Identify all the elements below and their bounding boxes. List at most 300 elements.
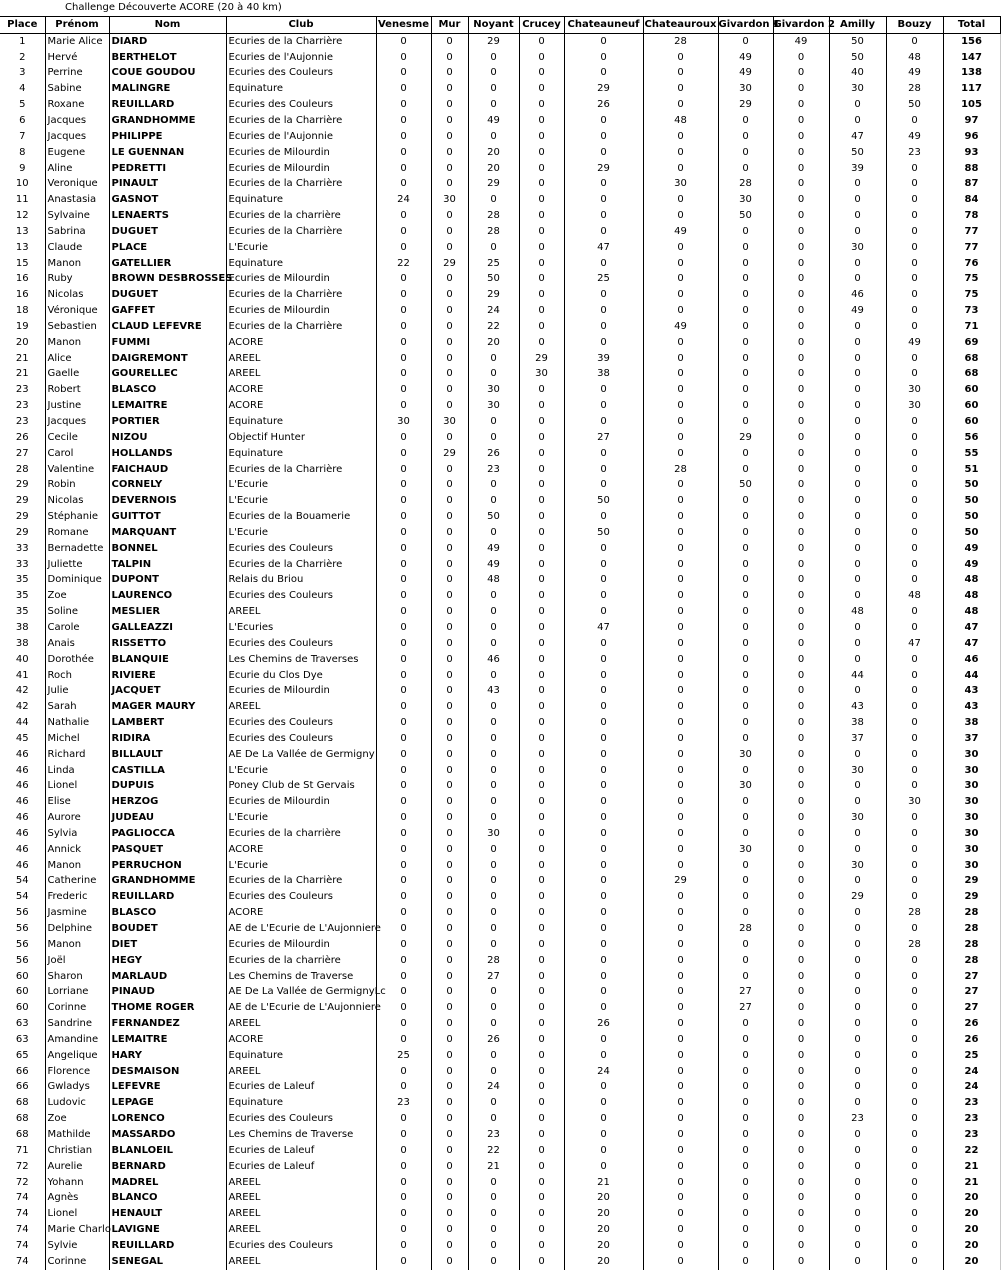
- cell-givardon-2: 0: [773, 731, 829, 747]
- cell-prenom: Robin: [45, 477, 109, 493]
- cell-noyant: 0: [468, 1175, 519, 1191]
- cell-prenom: Robert: [45, 382, 109, 398]
- cell-chateauneuf: 0: [564, 1000, 643, 1016]
- cell-bouzy: 0: [886, 620, 943, 636]
- cell-nom: LEFEVRE: [109, 1080, 226, 1096]
- cell-club: L'Ecurie: [226, 493, 376, 509]
- cell-venesme: 0: [376, 683, 431, 699]
- cell-total: 44: [943, 668, 1000, 684]
- cell-amilly: 0: [829, 1222, 886, 1238]
- table-row: [0, 1111, 1000, 1127]
- cell-bouzy: 49: [886, 66, 943, 82]
- cell-mur: 0: [431, 493, 468, 509]
- cell-givardon-1: 0: [718, 668, 773, 684]
- cell-givardon-2: 0: [773, 747, 829, 763]
- cell-total: 88: [943, 161, 1000, 177]
- cell-amilly: 0: [829, 588, 886, 604]
- cell-chateauroux: 0: [643, 826, 718, 842]
- cell-bouzy: 0: [886, 192, 943, 208]
- cell-prenom: Catherine: [45, 874, 109, 890]
- table-row: [0, 1127, 1000, 1143]
- cell-chateauneuf: 0: [564, 636, 643, 652]
- cell-total: 68: [943, 367, 1000, 383]
- cell-givardon-1: 0: [718, 446, 773, 462]
- cell-chateauroux: 0: [643, 1190, 718, 1206]
- cell-chateauroux: 0: [643, 921, 718, 937]
- cell-givardon-1: 29: [718, 430, 773, 446]
- cell-mur: 0: [431, 747, 468, 763]
- cell-givardon-1: 0: [718, 620, 773, 636]
- cell-chateauneuf: 0: [564, 145, 643, 161]
- cell-crucey: 0: [519, 953, 564, 969]
- cell-prenom: Cecile: [45, 430, 109, 446]
- cell-club: Ecuries de la Charrière: [226, 33, 376, 49]
- cell-prenom: Sandrine: [45, 1016, 109, 1032]
- cell-club: L'Ecuries: [226, 620, 376, 636]
- cell-place: 20: [0, 335, 45, 351]
- cell-place: 12: [0, 208, 45, 224]
- cell-chateauroux: 0: [643, 1175, 718, 1191]
- cell-prenom: Michel: [45, 731, 109, 747]
- cell-mur: 0: [431, 382, 468, 398]
- cell-givardon-1: 0: [718, 889, 773, 905]
- cell-bouzy: 0: [886, 1190, 943, 1206]
- cell-total: 56: [943, 430, 1000, 446]
- cell-venesme: 0: [376, 1190, 431, 1206]
- cell-club: AE De La Vallée de GermignyLc: [226, 984, 376, 1000]
- cell-venesme: 22: [376, 256, 431, 272]
- cell-total: 27: [943, 969, 1000, 985]
- cell-crucey: 0: [519, 319, 564, 335]
- cell-noyant: 26: [468, 1032, 519, 1048]
- cell-chateauroux: 0: [643, 668, 718, 684]
- cell-club: Ecuries de la Charrière: [226, 557, 376, 573]
- cell-nom: DIET: [109, 937, 226, 953]
- cell-noyant: 30: [468, 826, 519, 842]
- cell-venesme: 0: [376, 731, 431, 747]
- cell-givardon-2: 0: [773, 382, 829, 398]
- cell-prenom: Veronique: [45, 176, 109, 192]
- cell-venesme: 0: [376, 224, 431, 240]
- cell-mur: 0: [431, 398, 468, 414]
- cell-prenom: Julie: [45, 683, 109, 699]
- cell-noyant: 26: [468, 446, 519, 462]
- cell-crucey: 0: [519, 699, 564, 715]
- cell-givardon-1: 0: [718, 287, 773, 303]
- cell-prenom: Sabrina: [45, 224, 109, 240]
- table-row: [0, 541, 1000, 557]
- cell-bouzy: 49: [886, 335, 943, 351]
- cell-prenom: Delphine: [45, 921, 109, 937]
- cell-mur: 0: [431, 208, 468, 224]
- cell-mur: 0: [431, 541, 468, 557]
- cell-amilly: 0: [829, 1175, 886, 1191]
- cell-nom: SENEGAL: [109, 1254, 226, 1270]
- cell-chateauneuf: 0: [564, 715, 643, 731]
- cell-givardon-2: 0: [773, 176, 829, 192]
- cell-mur: 0: [431, 1206, 468, 1222]
- cell-prenom: Roch: [45, 668, 109, 684]
- cell-noyant: 0: [468, 493, 519, 509]
- cell-amilly: 0: [829, 351, 886, 367]
- cell-bouzy: 0: [886, 367, 943, 383]
- cell-chateauneuf: 0: [564, 113, 643, 129]
- cell-givardon-1: 0: [718, 604, 773, 620]
- cell-amilly: 0: [829, 272, 886, 288]
- cell-givardon-1: 0: [718, 1159, 773, 1175]
- cell-givardon-1: 0: [718, 699, 773, 715]
- cell-mur: 0: [431, 1080, 468, 1096]
- cell-crucey: 0: [519, 414, 564, 430]
- cell-chateauneuf: 0: [564, 874, 643, 890]
- cell-crucey: 0: [519, 731, 564, 747]
- cell-bouzy: 0: [886, 1254, 943, 1270]
- cell-nom: MAGER MAURY: [109, 699, 226, 715]
- cell-bouzy: 0: [886, 652, 943, 668]
- cell-venesme: 0: [376, 367, 431, 383]
- cell-venesme: 0: [376, 1254, 431, 1270]
- cell-venesme: 0: [376, 984, 431, 1000]
- cell-chateauroux: 0: [643, 810, 718, 826]
- cell-place: 42: [0, 683, 45, 699]
- cell-nom: DAIGREMONT: [109, 351, 226, 367]
- cell-givardon-1: 0: [718, 763, 773, 779]
- cell-prenom: Sarah: [45, 699, 109, 715]
- cell-venesme: 0: [376, 161, 431, 177]
- cell-prenom: Angelique: [45, 1048, 109, 1064]
- cell-givardon-1: 0: [718, 1143, 773, 1159]
- cell-mur: 0: [431, 367, 468, 383]
- cell-place: 66: [0, 1080, 45, 1096]
- cell-mur: 0: [431, 335, 468, 351]
- cell-chateauroux: 0: [643, 1064, 718, 1080]
- cell-place: 60: [0, 969, 45, 985]
- cell-club: Ecuries de la charrière: [226, 826, 376, 842]
- cell-chateauroux: 0: [643, 81, 718, 97]
- cell-bouzy: 0: [886, 731, 943, 747]
- cell-noyant: 43: [468, 683, 519, 699]
- cell-total: 76: [943, 256, 1000, 272]
- cell-crucey: 0: [519, 937, 564, 953]
- table-row: [0, 683, 1000, 699]
- cell-chateauroux: 0: [643, 794, 718, 810]
- cell-club: Ecuries de l'Aujonnie: [226, 129, 376, 145]
- cell-prenom: Manon: [45, 937, 109, 953]
- cell-total: 43: [943, 699, 1000, 715]
- cell-amilly: 0: [829, 1032, 886, 1048]
- cell-total: 20: [943, 1238, 1000, 1254]
- cell-total: 30: [943, 810, 1000, 826]
- cell-amilly: 0: [829, 620, 886, 636]
- cell-givardon-2: 49: [773, 33, 829, 49]
- cell-amilly: 0: [829, 573, 886, 589]
- cell-bouzy: 0: [886, 541, 943, 557]
- cell-prenom: Mathilde: [45, 1127, 109, 1143]
- table-row: [0, 240, 1000, 256]
- cell-chateauneuf: 0: [564, 779, 643, 795]
- table-row: [0, 573, 1000, 589]
- cell-place: 72: [0, 1159, 45, 1175]
- cell-noyant: 23: [468, 462, 519, 478]
- cell-crucey: 0: [519, 921, 564, 937]
- cell-prenom: Aurelie: [45, 1159, 109, 1175]
- cell-crucey: 0: [519, 604, 564, 620]
- cell-venesme: 0: [376, 620, 431, 636]
- cell-venesme: 0: [376, 588, 431, 604]
- cell-givardon-2: 0: [773, 905, 829, 921]
- cell-venesme: 0: [376, 303, 431, 319]
- cell-amilly: 0: [829, 984, 886, 1000]
- cell-crucey: 0: [519, 1111, 564, 1127]
- cell-nom: FUMMI: [109, 335, 226, 351]
- cell-bouzy: 0: [886, 573, 943, 589]
- cell-bouzy: 0: [886, 303, 943, 319]
- cell-crucey: 0: [519, 715, 564, 731]
- cell-chateauroux: 0: [643, 842, 718, 858]
- cell-amilly: 0: [829, 636, 886, 652]
- cell-nom: GOURELLEC: [109, 367, 226, 383]
- cell-club: Ecuries de la charrière: [226, 208, 376, 224]
- cell-nom: HOLLANDS: [109, 446, 226, 462]
- cell-nom: GRANDHOMME: [109, 874, 226, 890]
- table-row: [0, 1175, 1000, 1191]
- cell-givardon-2: 0: [773, 557, 829, 573]
- cell-venesme: 0: [376, 763, 431, 779]
- cell-club: Ecuries de Laleuf: [226, 1080, 376, 1096]
- table-row: [0, 747, 1000, 763]
- cell-noyant: 0: [468, 81, 519, 97]
- cell-crucey: 0: [519, 129, 564, 145]
- cell-total: 30: [943, 858, 1000, 874]
- cell-amilly: 50: [829, 145, 886, 161]
- cell-givardon-2: 0: [773, 113, 829, 129]
- table-row: [0, 1032, 1000, 1048]
- cell-club: Ecuries de la Charrière: [226, 224, 376, 240]
- cell-amilly: 0: [829, 208, 886, 224]
- cell-givardon-2: 0: [773, 430, 829, 446]
- cell-givardon-1: 30: [718, 192, 773, 208]
- cell-place: 1: [0, 33, 45, 49]
- cell-total: 75: [943, 287, 1000, 303]
- cell-nom: JACQUET: [109, 683, 226, 699]
- cell-bouzy: 0: [886, 747, 943, 763]
- cell-givardon-1: 0: [718, 1238, 773, 1254]
- cell-amilly: 0: [829, 1143, 886, 1159]
- cell-givardon-1: 0: [718, 224, 773, 240]
- cell-nom: LAVIGNE: [109, 1222, 226, 1238]
- cell-prenom: Aurore: [45, 810, 109, 826]
- cell-givardon-1: 0: [718, 525, 773, 541]
- table-row: [0, 858, 1000, 874]
- cell-chateauroux: 0: [643, 763, 718, 779]
- cell-amilly: 0: [829, 969, 886, 985]
- cell-crucey: 29: [519, 351, 564, 367]
- cell-givardon-1: 0: [718, 1048, 773, 1064]
- cell-place: 16: [0, 287, 45, 303]
- cell-chateauroux: 0: [643, 493, 718, 509]
- cell-bouzy: 50: [886, 97, 943, 113]
- header-place: Place: [0, 17, 45, 34]
- table-row: [0, 97, 1000, 113]
- cell-chateauneuf: 50: [564, 525, 643, 541]
- cell-chateauneuf: 20: [564, 1254, 643, 1270]
- cell-club: AREEL: [226, 1206, 376, 1222]
- cell-noyant: 30: [468, 398, 519, 414]
- cell-mur: 0: [431, 953, 468, 969]
- cell-givardon-1: 0: [718, 953, 773, 969]
- cell-total: 38: [943, 715, 1000, 731]
- cell-amilly: 0: [829, 794, 886, 810]
- cell-club: Ecuries de la Charrière: [226, 874, 376, 890]
- cell-place: 60: [0, 984, 45, 1000]
- cell-nom: BLANQUIE: [109, 652, 226, 668]
- cell-prenom: Corinne: [45, 1000, 109, 1016]
- cell-chateauneuf: 47: [564, 620, 643, 636]
- cell-chateauroux: 0: [643, 573, 718, 589]
- cell-amilly: 0: [829, 1016, 886, 1032]
- cell-prenom: Anastasia: [45, 192, 109, 208]
- cell-place: 29: [0, 525, 45, 541]
- cell-total: 97: [943, 113, 1000, 129]
- cell-total: 30: [943, 763, 1000, 779]
- cell-givardon-1: 27: [718, 984, 773, 1000]
- cell-crucey: 0: [519, 287, 564, 303]
- cell-venesme: 0: [376, 715, 431, 731]
- cell-amilly: 0: [829, 541, 886, 557]
- cell-givardon-2: 0: [773, 477, 829, 493]
- cell-venesme: 0: [376, 557, 431, 573]
- cell-givardon-2: 0: [773, 192, 829, 208]
- cell-mur: 0: [431, 50, 468, 66]
- cell-place: 6: [0, 113, 45, 129]
- cell-givardon-1: 0: [718, 398, 773, 414]
- cell-bouzy: 0: [886, 826, 943, 842]
- cell-givardon-1: 0: [718, 145, 773, 161]
- cell-total: 26: [943, 1032, 1000, 1048]
- cell-bouzy: 0: [886, 858, 943, 874]
- cell-prenom: Lionel: [45, 779, 109, 795]
- cell-givardon-1: 0: [718, 1206, 773, 1222]
- cell-nom: GAFFET: [109, 303, 226, 319]
- cell-prenom: Alice: [45, 351, 109, 367]
- cell-nom: GALLEAZZI: [109, 620, 226, 636]
- cell-noyant: 0: [468, 430, 519, 446]
- cell-nom: PEDRETTI: [109, 161, 226, 177]
- cell-crucey: 0: [519, 1222, 564, 1238]
- cell-mur: 0: [431, 319, 468, 335]
- cell-noyant: 49: [468, 557, 519, 573]
- cell-venesme: 0: [376, 430, 431, 446]
- cell-venesme: 0: [376, 794, 431, 810]
- table-row: [0, 256, 1000, 272]
- cell-crucey: 0: [519, 794, 564, 810]
- table-row: [0, 557, 1000, 573]
- cell-bouzy: 0: [886, 668, 943, 684]
- table-row: [0, 1080, 1000, 1096]
- cell-crucey: 0: [519, 1080, 564, 1096]
- cell-noyant: 0: [468, 1190, 519, 1206]
- cell-total: 48: [943, 573, 1000, 589]
- cell-bouzy: 49: [886, 129, 943, 145]
- cell-club: Les Chemins de Traverse: [226, 1127, 376, 1143]
- cell-amilly: 50: [829, 50, 886, 66]
- header-prenom: Prénom: [45, 17, 109, 34]
- cell-bouzy: 0: [886, 1080, 943, 1096]
- table-row: [0, 319, 1000, 335]
- table-row: [0, 1000, 1000, 1016]
- cell-noyant: 0: [468, 636, 519, 652]
- cell-prenom: Florence: [45, 1064, 109, 1080]
- cell-club: Ecuries des Couleurs: [226, 1111, 376, 1127]
- cell-prenom: Richard: [45, 747, 109, 763]
- cell-noyant: 0: [468, 794, 519, 810]
- cell-amilly: 30: [829, 763, 886, 779]
- cell-givardon-2: 0: [773, 493, 829, 509]
- cell-amilly: 0: [829, 557, 886, 573]
- table-row: [0, 1254, 1000, 1270]
- cell-venesme: 0: [376, 351, 431, 367]
- cell-prenom: Sylvia: [45, 826, 109, 842]
- cell-nom: RIDIRA: [109, 731, 226, 747]
- cell-bouzy: 30: [886, 398, 943, 414]
- cell-chateauneuf: 0: [564, 794, 643, 810]
- cell-prenom: Ludovic: [45, 1095, 109, 1111]
- cell-noyant: 0: [468, 715, 519, 731]
- cell-chateauneuf: 0: [564, 287, 643, 303]
- cell-chateauroux: 0: [643, 525, 718, 541]
- cell-givardon-2: 0: [773, 842, 829, 858]
- cell-bouzy: 47: [886, 636, 943, 652]
- cell-givardon-1: 0: [718, 1111, 773, 1127]
- cell-amilly: 49: [829, 303, 886, 319]
- cell-place: 23: [0, 414, 45, 430]
- cell-amilly: 0: [829, 113, 886, 129]
- cell-crucey: 0: [519, 1190, 564, 1206]
- cell-givardon-2: 0: [773, 1095, 829, 1111]
- cell-total: 24: [943, 1064, 1000, 1080]
- table-row: [0, 1206, 1000, 1222]
- cell-crucey: 0: [519, 1048, 564, 1064]
- cell-prenom: Claude: [45, 240, 109, 256]
- cell-nom: HENAULT: [109, 1206, 226, 1222]
- cell-venesme: 0: [376, 874, 431, 890]
- table-row: [0, 161, 1000, 177]
- cell-place: 56: [0, 921, 45, 937]
- table-row: [0, 1143, 1000, 1159]
- cell-place: 38: [0, 620, 45, 636]
- table-row: [0, 398, 1000, 414]
- header-givardon-1: Givardon 1: [718, 17, 773, 34]
- cell-nom: REUILLARD: [109, 1238, 226, 1254]
- cell-givardon-2: 0: [773, 462, 829, 478]
- cell-total: 23: [943, 1095, 1000, 1111]
- cell-prenom: Carol: [45, 446, 109, 462]
- cell-crucey: 0: [519, 1127, 564, 1143]
- cell-noyant: 48: [468, 573, 519, 589]
- cell-noyant: 0: [468, 699, 519, 715]
- cell-crucey: 0: [519, 382, 564, 398]
- cell-nom: LAURENCO: [109, 588, 226, 604]
- cell-crucey: 0: [519, 113, 564, 129]
- cell-mur: 0: [431, 97, 468, 113]
- cell-prenom: Frederic: [45, 889, 109, 905]
- cell-chateauneuf: 0: [564, 208, 643, 224]
- cell-givardon-2: 0: [773, 889, 829, 905]
- cell-place: 8: [0, 145, 45, 161]
- cell-givardon-2: 0: [773, 763, 829, 779]
- cell-total: 50: [943, 477, 1000, 493]
- cell-chateauneuf: 0: [564, 1032, 643, 1048]
